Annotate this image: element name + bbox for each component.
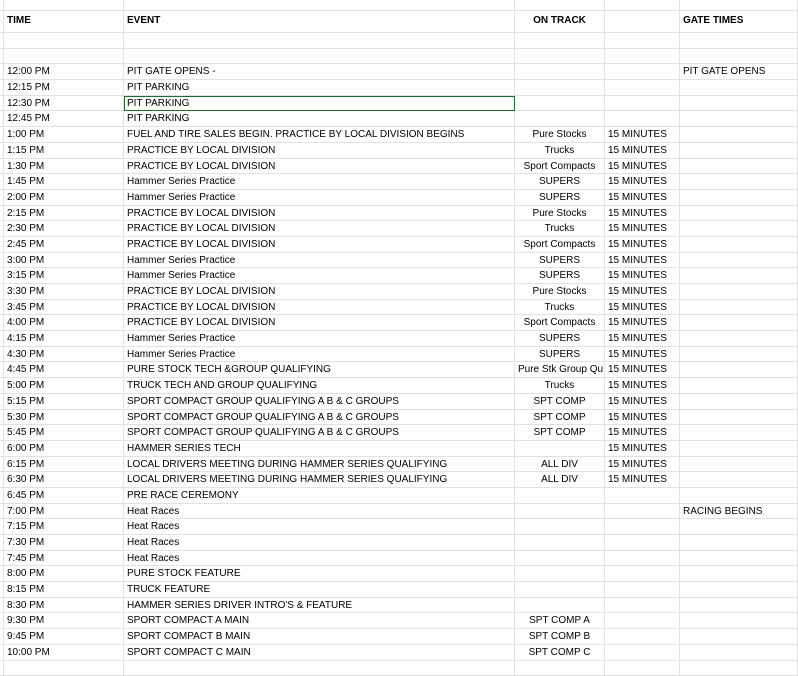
time-cell[interactable]: 3:30 PM	[4, 284, 124, 300]
duration-cell[interactable]: 15 MINUTES	[605, 347, 680, 363]
duration-cell[interactable]	[605, 488, 680, 504]
duration-cell[interactable]	[605, 96, 680, 112]
time-cell[interactable]: 12:45 PM	[4, 111, 124, 127]
table-row	[0, 268, 798, 284]
table-row	[0, 362, 798, 378]
gate-time-cell[interactable]	[680, 488, 798, 504]
on-track-cell[interactable]	[515, 535, 605, 551]
event-cell[interactable]: PURE STOCK FEATURE	[124, 566, 515, 582]
gate-time-cell[interactable]	[680, 268, 798, 284]
time-cell[interactable]: 2:30 PM	[4, 221, 124, 237]
gate-time-cell[interactable]	[680, 661, 798, 676]
duration-cell[interactable]: 15 MINUTES	[605, 159, 680, 175]
gate-time-cell[interactable]	[680, 174, 798, 190]
event-cell[interactable]: LOCAL DRIVERS MEETING DURING HAMMER SERIES QUALIFYING	[124, 472, 515, 488]
gate-time-cell[interactable]	[680, 315, 798, 331]
event-cell[interactable]: Hammer Series Practice	[124, 253, 515, 269]
event-cell[interactable]: PRACTICE BY LOCAL DIVISION	[124, 237, 515, 253]
on-track-cell[interactable]	[515, 566, 605, 582]
table-row	[0, 64, 798, 80]
gate-time-cell[interactable]	[680, 598, 798, 614]
gate-time-cell[interactable]	[680, 582, 798, 598]
gate-time-cell[interactable]	[680, 127, 798, 143]
on-track-cell[interactable]: SPT COMP B	[515, 629, 605, 645]
on-track-cell[interactable]	[515, 441, 605, 457]
gate-time-cell[interactable]	[680, 253, 798, 269]
table-row	[0, 190, 798, 206]
event-cell[interactable]: Heat Races	[124, 504, 515, 520]
event-cell[interactable]: PRACTICE BY LOCAL DIVISION	[124, 284, 515, 300]
on-track-cell[interactable]: ALL DIV	[515, 457, 605, 473]
gate-time-cell[interactable]	[680, 80, 798, 96]
time-cell[interactable]: 6:15 PM	[4, 457, 124, 473]
table-row	[0, 410, 798, 426]
duration-cell[interactable]	[605, 613, 680, 629]
event-cell[interactable]: PURE STOCK TECH &GROUP QUALIFYING	[124, 362, 515, 378]
gate-time-cell[interactable]	[680, 284, 798, 300]
table-row	[0, 174, 798, 190]
duration-cell[interactable]	[605, 582, 680, 598]
table-row	[0, 566, 798, 582]
table-body	[0, 33, 798, 676]
gate-time-cell[interactable]	[680, 33, 798, 49]
time-cell[interactable]: 2:15 PM	[4, 206, 124, 222]
header-duration[interactable]	[605, 11, 680, 33]
time-cell[interactable]	[4, 33, 124, 49]
event-cell[interactable]: Hammer Series Practice	[124, 347, 515, 363]
gate-time-cell[interactable]	[680, 143, 798, 159]
gate-time-cell[interactable]: RACING BEGINS	[680, 504, 798, 520]
event-cell[interactable]: Heat Races	[124, 519, 515, 535]
time-cell[interactable]: 6:30 PM	[4, 472, 124, 488]
time-cell[interactable]	[4, 661, 124, 676]
duration-cell[interactable]: 15 MINUTES	[605, 331, 680, 347]
event-cell[interactable]: PRACTICE BY LOCAL DIVISION	[124, 159, 515, 175]
time-cell[interactable]: 6:00 PM	[4, 441, 124, 457]
duration-cell[interactable]	[605, 64, 680, 80]
time-cell[interactable]: 7:15 PM	[4, 519, 124, 535]
duration-cell[interactable]: 15 MINUTES	[605, 394, 680, 410]
gate-time-cell[interactable]	[680, 347, 798, 363]
table-row	[0, 253, 798, 269]
header-time[interactable]: TIME	[4, 11, 124, 33]
event-cell[interactable]: TRUCK FEATURE	[124, 582, 515, 598]
time-cell[interactable]: 2:45 PM	[4, 237, 124, 253]
duration-cell[interactable]: 15 MINUTES	[605, 268, 680, 284]
on-track-cell[interactable]: SPT COMP	[515, 410, 605, 426]
time-cell[interactable]: 5:30 PM	[4, 410, 124, 426]
gate-time-cell[interactable]	[680, 206, 798, 222]
duration-cell[interactable]	[605, 629, 680, 645]
table-row	[0, 80, 798, 96]
time-cell[interactable]: 3:15 PM	[4, 268, 124, 284]
on-track-cell[interactable]	[515, 582, 605, 598]
time-cell[interactable]: 8:15 PM	[4, 582, 124, 598]
table-row	[0, 394, 798, 410]
event-cell[interactable]: Hammer Series Practice	[124, 268, 515, 284]
event-cell[interactable]: SPORT COMPACT GROUP QUALIFYING A B & C GROUPS	[124, 425, 515, 441]
event-cell[interactable]: HAMMER SERIES TECH	[124, 441, 515, 457]
time-cell[interactable]: 3:45 PM	[4, 300, 124, 316]
gate-time-cell[interactable]	[680, 425, 798, 441]
duration-cell[interactable]	[605, 566, 680, 582]
on-track-cell[interactable]	[515, 111, 605, 127]
gate-time-cell[interactable]	[680, 410, 798, 426]
on-track-cell[interactable]: SPT COMP	[515, 425, 605, 441]
on-track-cell[interactable]	[515, 598, 605, 614]
duration-cell[interactable]: 15 MINUTES	[605, 378, 680, 394]
table-row	[0, 425, 798, 441]
table-row	[0, 519, 798, 535]
time-cell[interactable]: 9:30 PM	[4, 613, 124, 629]
gate-time-cell[interactable]	[680, 441, 798, 457]
table-row	[0, 378, 798, 394]
duration-cell[interactable]: 15 MINUTES	[605, 284, 680, 300]
duration-cell[interactable]: 15 MINUTES	[605, 127, 680, 143]
event-cell[interactable]: SPORT COMPACT GROUP QUALIFYING A B & C GROUPS	[124, 410, 515, 426]
time-cell[interactable]: 7:30 PM	[4, 535, 124, 551]
event-cell[interactable]: HAMMER SERIES DRIVER INTRO'S & FEATURE	[124, 598, 515, 614]
time-cell[interactable]: 1:45 PM	[4, 174, 124, 190]
on-track-cell[interactable]: SUPERS	[515, 253, 605, 269]
duration-cell[interactable]	[605, 33, 680, 49]
time-cell[interactable]: 8:30 PM	[4, 598, 124, 614]
on-track-cell[interactable]	[515, 96, 605, 112]
duration-cell[interactable]: 15 MINUTES	[605, 410, 680, 426]
event-cell[interactable]: SPORT COMPACT C MAIN	[124, 645, 515, 661]
duration-cell[interactable]: 15 MINUTES	[605, 441, 680, 457]
on-track-cell[interactable]: SPT COMP	[515, 394, 605, 410]
event-cell[interactable]	[124, 33, 515, 49]
time-cell[interactable]: 1:00 PM	[4, 127, 124, 143]
on-track-cell[interactable]: Pure Stocks	[515, 127, 605, 143]
table-row	[0, 472, 798, 488]
gate-time-cell[interactable]	[680, 237, 798, 253]
table-row	[0, 143, 798, 159]
duration-cell[interactable]	[605, 535, 680, 551]
time-cell[interactable]: 4:30 PM	[4, 347, 124, 363]
table-row	[0, 96, 798, 112]
event-cell[interactable]: PRACTICE BY LOCAL DIVISION	[124, 221, 515, 237]
event-cell[interactable]: PRACTICE BY LOCAL DIVISION	[124, 143, 515, 159]
gate-time-cell[interactable]	[680, 519, 798, 535]
time-cell[interactable]: 12:30 PM	[4, 96, 124, 112]
table-row	[0, 237, 798, 253]
on-track-cell[interactable]: Pure Stocks	[515, 206, 605, 222]
table-row	[0, 111, 798, 127]
table-row	[0, 504, 798, 520]
duration-cell[interactable]	[605, 551, 680, 567]
table-row	[0, 441, 798, 457]
duration-cell[interactable]	[605, 111, 680, 127]
table-row	[0, 49, 798, 65]
event-cell[interactable]: SPORT COMPACT A MAIN	[124, 613, 515, 629]
event-cell[interactable]: LOCAL DRIVERS MEETING DURING HAMMER SERIES QUALIFYING	[124, 457, 515, 473]
gate-time-cell[interactable]	[680, 645, 798, 661]
event-cell[interactable]	[124, 661, 515, 676]
table-row	[0, 598, 798, 614]
duration-cell[interactable]: 15 MINUTES	[605, 143, 680, 159]
on-track-cell[interactable]: Pure Stocks	[515, 284, 605, 300]
gate-time-cell[interactable]	[680, 613, 798, 629]
table-row	[0, 645, 798, 661]
event-cell[interactable]: PRACTICE BY LOCAL DIVISION	[124, 315, 515, 331]
duration-cell[interactable]: 15 MINUTES	[605, 472, 680, 488]
duration-cell[interactable]	[605, 661, 680, 676]
time-cell[interactable]: 6:45 PM	[4, 488, 124, 504]
table-row	[0, 551, 798, 567]
gate-time-cell[interactable]	[680, 457, 798, 473]
event-cell[interactable]: SPORT COMPACT B MAIN	[124, 629, 515, 645]
duration-cell[interactable]	[605, 80, 680, 96]
duration-cell[interactable]: 15 MINUTES	[605, 300, 680, 316]
time-cell[interactable]: 5:45 PM	[4, 425, 124, 441]
event-cell[interactable]	[124, 49, 515, 65]
table-row	[0, 206, 798, 222]
on-track-cell[interactable]: Trucks	[515, 221, 605, 237]
event-cell[interactable]: PRACTICE BY LOCAL DIVISION	[124, 300, 515, 316]
gate-time-cell[interactable]	[680, 49, 798, 65]
table-row	[0, 661, 798, 676]
on-track-cell[interactable]	[515, 64, 605, 80]
on-track-cell[interactable]: Pure Stk Group Qu	[515, 362, 605, 378]
on-track-cell[interactable]: Sport Compacts	[515, 315, 605, 331]
gate-time-cell[interactable]	[680, 159, 798, 175]
event-cell[interactable]: Heat Races	[124, 551, 515, 567]
time-cell[interactable]: 12:15 PM	[4, 80, 124, 96]
time-cell[interactable]: 9:45 PM	[4, 629, 124, 645]
time-cell[interactable]: 10:00 PM	[4, 645, 124, 661]
time-cell[interactable]: 5:15 PM	[4, 394, 124, 410]
on-track-cell[interactable]: SUPERS	[515, 190, 605, 206]
top-spacer-row	[0, 0, 798, 11]
on-track-cell[interactable]: ALL DIV	[515, 472, 605, 488]
event-cell[interactable]: PIT PARKING	[124, 96, 515, 112]
on-track-cell[interactable]: Sport Compacts	[515, 159, 605, 175]
duration-cell[interactable]: 15 MINUTES	[605, 174, 680, 190]
event-cell[interactable]: PIT PARKING	[124, 111, 515, 127]
time-cell[interactable]: 4:00 PM	[4, 315, 124, 331]
time-cell[interactable]: 5:00 PM	[4, 378, 124, 394]
header-row	[0, 11, 798, 33]
gate-time-cell[interactable]	[680, 535, 798, 551]
table-row	[0, 159, 798, 175]
duration-cell[interactable]: 15 MINUTES	[605, 206, 680, 222]
on-track-cell[interactable]: SUPERS	[515, 268, 605, 284]
table-row	[0, 315, 798, 331]
table-row	[0, 629, 798, 645]
gate-time-cell[interactable]	[680, 472, 798, 488]
duration-cell[interactable]: 15 MINUTES	[605, 237, 680, 253]
on-track-cell[interactable]	[515, 504, 605, 520]
header-gate-times[interactable]: GATE TIMES	[680, 11, 798, 33]
table-row	[0, 284, 798, 300]
table-row	[0, 300, 798, 316]
time-cell[interactable]: 7:00 PM	[4, 504, 124, 520]
on-track-cell[interactable]: SUPERS	[515, 174, 605, 190]
on-track-cell[interactable]: SUPERS	[515, 331, 605, 347]
on-track-cell[interactable]	[515, 519, 605, 535]
duration-cell[interactable]: 15 MINUTES	[605, 253, 680, 269]
table-row	[0, 457, 798, 473]
table-row	[0, 613, 798, 629]
duration-cell[interactable]	[605, 49, 680, 65]
duration-cell[interactable]: 15 MINUTES	[605, 362, 680, 378]
on-track-cell[interactable]: Trucks	[515, 143, 605, 159]
gate-time-cell[interactable]	[680, 394, 798, 410]
event-cell[interactable]: PIT GATE OPENS -	[124, 64, 515, 80]
duration-cell[interactable]: 15 MINUTES	[605, 221, 680, 237]
gate-time-cell[interactable]: PIT GATE OPENS	[680, 64, 798, 80]
gate-time-cell[interactable]	[680, 111, 798, 127]
gate-time-cell[interactable]	[680, 362, 798, 378]
event-cell[interactable]: PRACTICE BY LOCAL DIVISION	[124, 206, 515, 222]
on-track-cell[interactable]	[515, 488, 605, 504]
event-cell[interactable]: Hammer Series Practice	[124, 190, 515, 206]
duration-cell[interactable]: 15 MINUTES	[605, 457, 680, 473]
on-track-cell[interactable]: SUPERS	[515, 347, 605, 363]
table-row	[0, 347, 798, 363]
event-cell[interactable]: Hammer Series Practice	[124, 174, 515, 190]
gate-time-cell[interactable]	[680, 190, 798, 206]
time-cell[interactable]: 1:15 PM	[4, 143, 124, 159]
time-cell[interactable]: 4:45 PM	[4, 362, 124, 378]
duration-cell[interactable]	[605, 645, 680, 661]
table-row	[0, 221, 798, 237]
event-cell[interactable]: Hammer Series Practice	[124, 331, 515, 347]
gate-time-cell[interactable]	[680, 566, 798, 582]
time-cell[interactable]: 8:00 PM	[4, 566, 124, 582]
table-row	[0, 582, 798, 598]
gate-time-cell[interactable]	[680, 221, 798, 237]
table-row	[0, 488, 798, 504]
duration-cell[interactable]: 15 MINUTES	[605, 425, 680, 441]
time-cell[interactable]: 3:00 PM	[4, 253, 124, 269]
event-cell[interactable]: PRE RACE CEREMONY	[124, 488, 515, 504]
gate-time-cell[interactable]	[680, 629, 798, 645]
table-row	[0, 127, 798, 143]
duration-cell[interactable]	[605, 519, 680, 535]
event-cell[interactable]: TRUCK TECH AND GROUP QUALIFYING	[124, 378, 515, 394]
event-cell[interactable]: SPORT COMPACT GROUP QUALIFYING A B & C GROUPS	[124, 394, 515, 410]
gate-time-cell[interactable]	[680, 378, 798, 394]
gate-time-cell[interactable]	[680, 331, 798, 347]
event-cell[interactable]: FUEL AND TIRE SALES BEGIN. PRACTICE BY LOCAL DIVISION BEGINS	[124, 127, 515, 143]
on-track-cell[interactable]	[515, 661, 605, 676]
duration-cell[interactable]	[605, 504, 680, 520]
header-event[interactable]: EVENT	[124, 11, 515, 33]
time-cell[interactable]	[4, 49, 124, 65]
on-track-cell[interactable]: Trucks	[515, 300, 605, 316]
gate-time-cell[interactable]	[680, 96, 798, 112]
on-track-cell[interactable]	[515, 49, 605, 65]
on-track-cell[interactable]	[515, 80, 605, 96]
event-cell[interactable]: PIT PARKING	[124, 80, 515, 96]
duration-cell[interactable]: 15 MINUTES	[605, 315, 680, 331]
duration-cell[interactable]	[605, 598, 680, 614]
time-cell[interactable]: 1:30 PM	[4, 159, 124, 175]
header-on-track[interactable]: ON TRACK	[515, 11, 605, 33]
on-track-cell[interactable]	[515, 33, 605, 49]
gate-time-cell[interactable]	[680, 551, 798, 567]
on-track-cell[interactable]: SPT COMP C	[515, 645, 605, 661]
table-row	[0, 33, 798, 49]
on-track-cell[interactable]	[515, 551, 605, 567]
event-cell[interactable]: Heat Races	[124, 535, 515, 551]
on-track-cell[interactable]: Sport Compacts	[515, 237, 605, 253]
on-track-cell[interactable]: SPT COMP A	[515, 613, 605, 629]
table-row	[0, 331, 798, 347]
time-cell[interactable]: 7:45 PM	[4, 551, 124, 567]
duration-cell[interactable]: 15 MINUTES	[605, 190, 680, 206]
time-cell[interactable]: 4:15 PM	[4, 331, 124, 347]
gate-time-cell[interactable]	[680, 300, 798, 316]
on-track-cell[interactable]: Trucks	[515, 378, 605, 394]
table-row	[0, 535, 798, 551]
time-cell[interactable]: 12:00 PM	[4, 64, 124, 80]
time-cell[interactable]: 2:00 PM	[4, 190, 124, 206]
